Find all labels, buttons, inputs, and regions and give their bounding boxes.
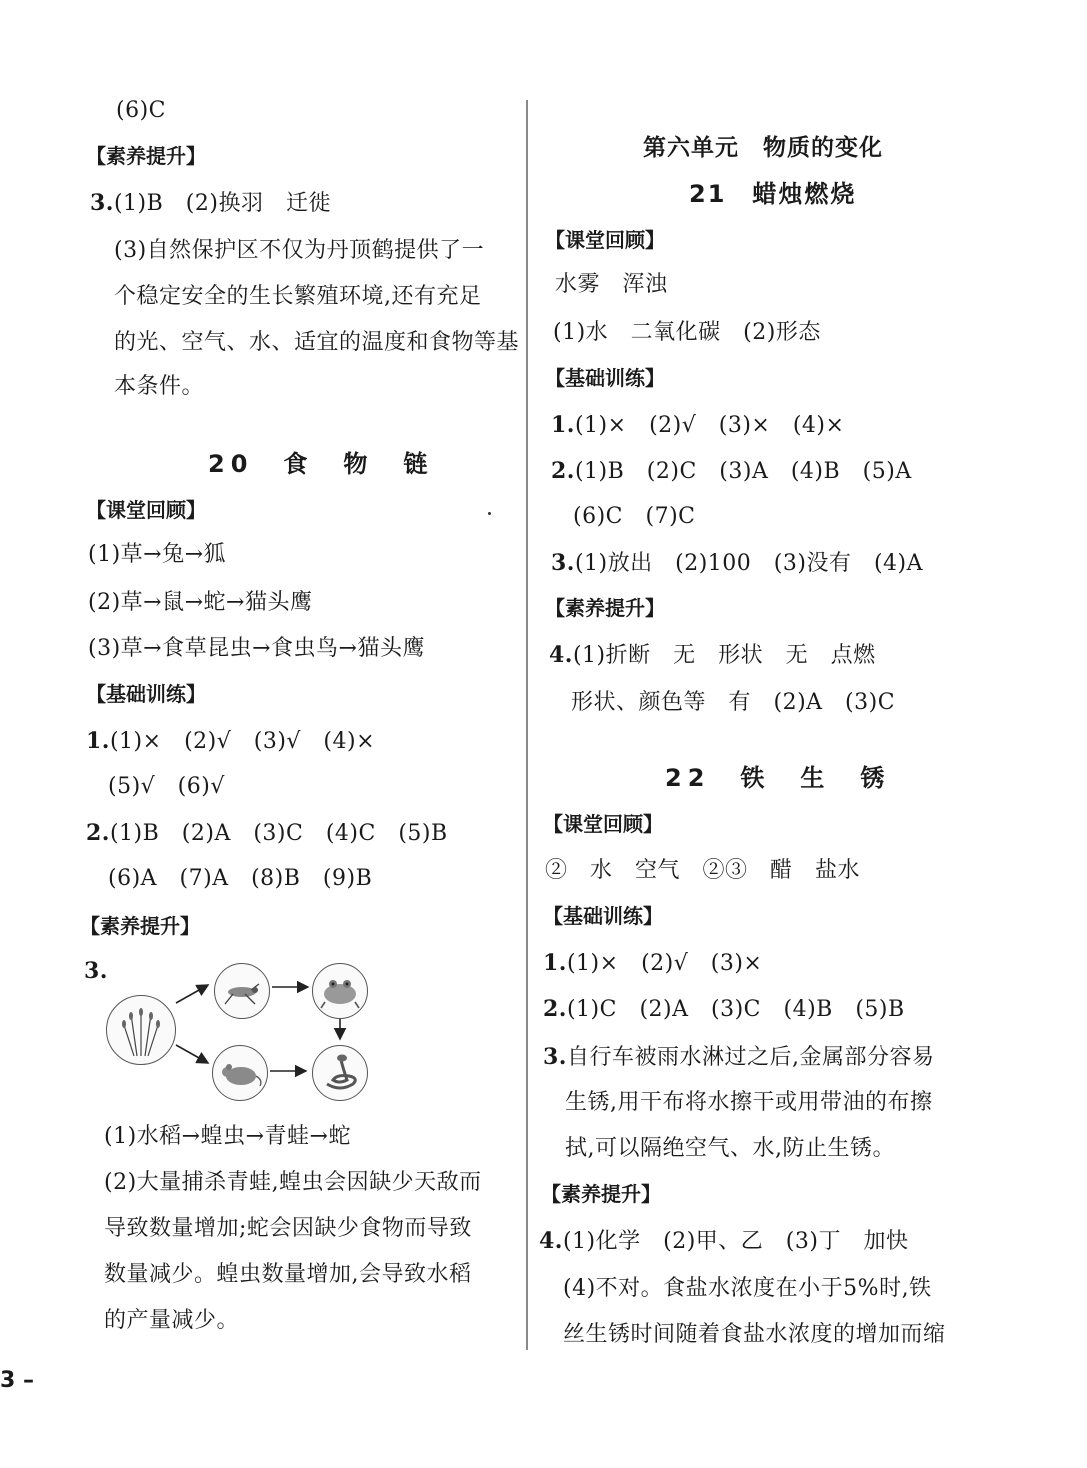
answer-text: (1)放出 (2)100 (3)没有 (4)A: [574, 551, 924, 576]
section-heading: 【基础训练】: [543, 904, 663, 928]
answer-line: [86, 818, 448, 849]
answer-line: (3)自然保护区不仅为丹顶鹤提供了一: [114, 238, 485, 263]
answer-line: [551, 548, 923, 579]
answer-line: (1)水 二氧化碳 (2)形态: [553, 320, 821, 345]
answer-text: 自行车被雨水淋过之后,金属部分容易: [566, 1045, 935, 1070]
answer-text: (1)B (2)换羽 迁徙: [113, 191, 331, 216]
answer-line: [551, 410, 844, 441]
answer-text: (1)折断 无 形状 无 点燃: [572, 643, 876, 668]
page-number: 3 –: [0, 1368, 34, 1393]
section-heading: 【课堂回顾】: [543, 812, 663, 836]
answer-line: 个稳定安全的生长繁殖环境,还有充足: [114, 284, 482, 309]
answer-line: (2)草→鼠→蛇→猫头鹰: [88, 590, 313, 615]
answer-line: 形状、颜色等 有 (2)A (3)C: [571, 690, 896, 715]
answer-text: (1)× (2)√ (3)×: [566, 951, 763, 976]
answer-line: [543, 1042, 934, 1073]
section-heading: 【课堂回顾】: [545, 228, 665, 252]
answer-text: (1)C (2)A (3)C (4)B (5)B: [566, 997, 905, 1022]
rice-plant-icon: [106, 995, 176, 1065]
answer-text: (1)化学 (2)甲、乙 (3)丁 加快: [562, 1229, 909, 1254]
question-number: 1.: [543, 950, 567, 976]
lesson-title: 20 食 物 链: [208, 450, 434, 478]
answer-line: (5)√ (6)√: [108, 774, 225, 799]
question-number: 3.: [90, 190, 114, 216]
answer-line: (2)大量捕杀青蛙,蝗虫会因缺少天敌而: [104, 1170, 482, 1195]
question-number: 2.: [543, 996, 567, 1022]
answer-text: (1)B (2)C (3)A (4)B (5)A: [574, 459, 912, 484]
answer-line: (6)A (7)A (8)B (9)B: [108, 866, 373, 891]
question-number: 2.: [86, 820, 110, 846]
answer-text: (1)B (2)A (3)C (4)C (5)B: [109, 821, 448, 846]
answer-line: [90, 188, 331, 219]
question-number: 1.: [86, 728, 110, 754]
answer-line: (6)C: [116, 98, 166, 123]
lesson-title: 22 铁 生 锈: [665, 764, 891, 792]
question-number: 3.: [543, 1044, 567, 1070]
question-number: 3.: [84, 958, 108, 984]
answer-line: (3)草→食草昆虫→食虫鸟→猫头鹰: [88, 636, 425, 661]
answer-text: (1)× (2)√ (3)√ (4)×: [109, 729, 376, 754]
answer-line: [543, 994, 905, 1025]
answer-line: 本条件。: [114, 374, 205, 399]
section-heading: 【素养提升】: [86, 144, 206, 168]
answer-line: 生锈,用干布将水擦干或用带油的布擦: [565, 1090, 933, 1115]
food-chain-diagram: [100, 955, 380, 1105]
answer-line: ② 水 空气 ②③ 醋 盐水: [545, 858, 861, 883]
answer-line: (1)水稻→蝗虫→青蛙→蛇: [104, 1124, 351, 1149]
answer-line: 的光、空气、水、适宜的温度和食物等基: [114, 330, 520, 355]
answer-line: (6)C (7)C: [573, 504, 696, 529]
answer-line: 的产量减少。: [104, 1308, 240, 1333]
section-heading: 【素养提升】: [80, 914, 200, 938]
answer-line: 水雾 浑浊: [555, 272, 668, 297]
frog-icon: [312, 963, 368, 1019]
section-heading: 【素养提升】: [545, 596, 665, 620]
answer-line: [551, 456, 912, 487]
print-speck: [488, 512, 491, 515]
answer-line: 丝生锈时间随着食盐水浓度的增加而缩: [563, 1322, 946, 1347]
answer-line: [549, 640, 876, 671]
answer-line: 导致数量增加;蛇会因缺少食物而导致: [104, 1216, 472, 1241]
question-number: 4.: [539, 1228, 563, 1254]
question-number: 3.: [551, 550, 575, 576]
unit-title: 第六单元 物质的变化: [643, 135, 883, 161]
snake-icon: [312, 1045, 368, 1101]
question-number: 4.: [549, 642, 573, 668]
answer-text: (1)× (2)√ (3)× (4)×: [574, 413, 845, 438]
answer-line: [86, 726, 375, 757]
section-heading: 【基础训练】: [545, 366, 665, 390]
answer-line: [539, 1226, 908, 1257]
column-divider: [526, 100, 528, 1350]
section-heading: 【课堂回顾】: [86, 498, 206, 522]
answer-line: 数量减少。蝗虫数量增加,会导致水稻: [104, 1262, 472, 1287]
answer-line: (4)不对。食盐水浓度在小于5%时,铁: [563, 1276, 932, 1301]
section-heading: 【基础训练】: [86, 682, 206, 706]
answer-line: 拭,可以隔绝空气、水,防止生锈。: [565, 1136, 895, 1161]
section-heading: 【素养提升】: [541, 1182, 661, 1206]
answer-line: [543, 948, 762, 979]
question-number: 1.: [551, 412, 575, 438]
grasshopper-icon: [214, 963, 270, 1019]
mouse-icon: [212, 1045, 268, 1101]
lesson-title: 21 蜡烛燃烧: [689, 180, 857, 208]
answer-line: (1)草→兔→狐: [88, 542, 227, 567]
question-number: 2.: [551, 458, 575, 484]
